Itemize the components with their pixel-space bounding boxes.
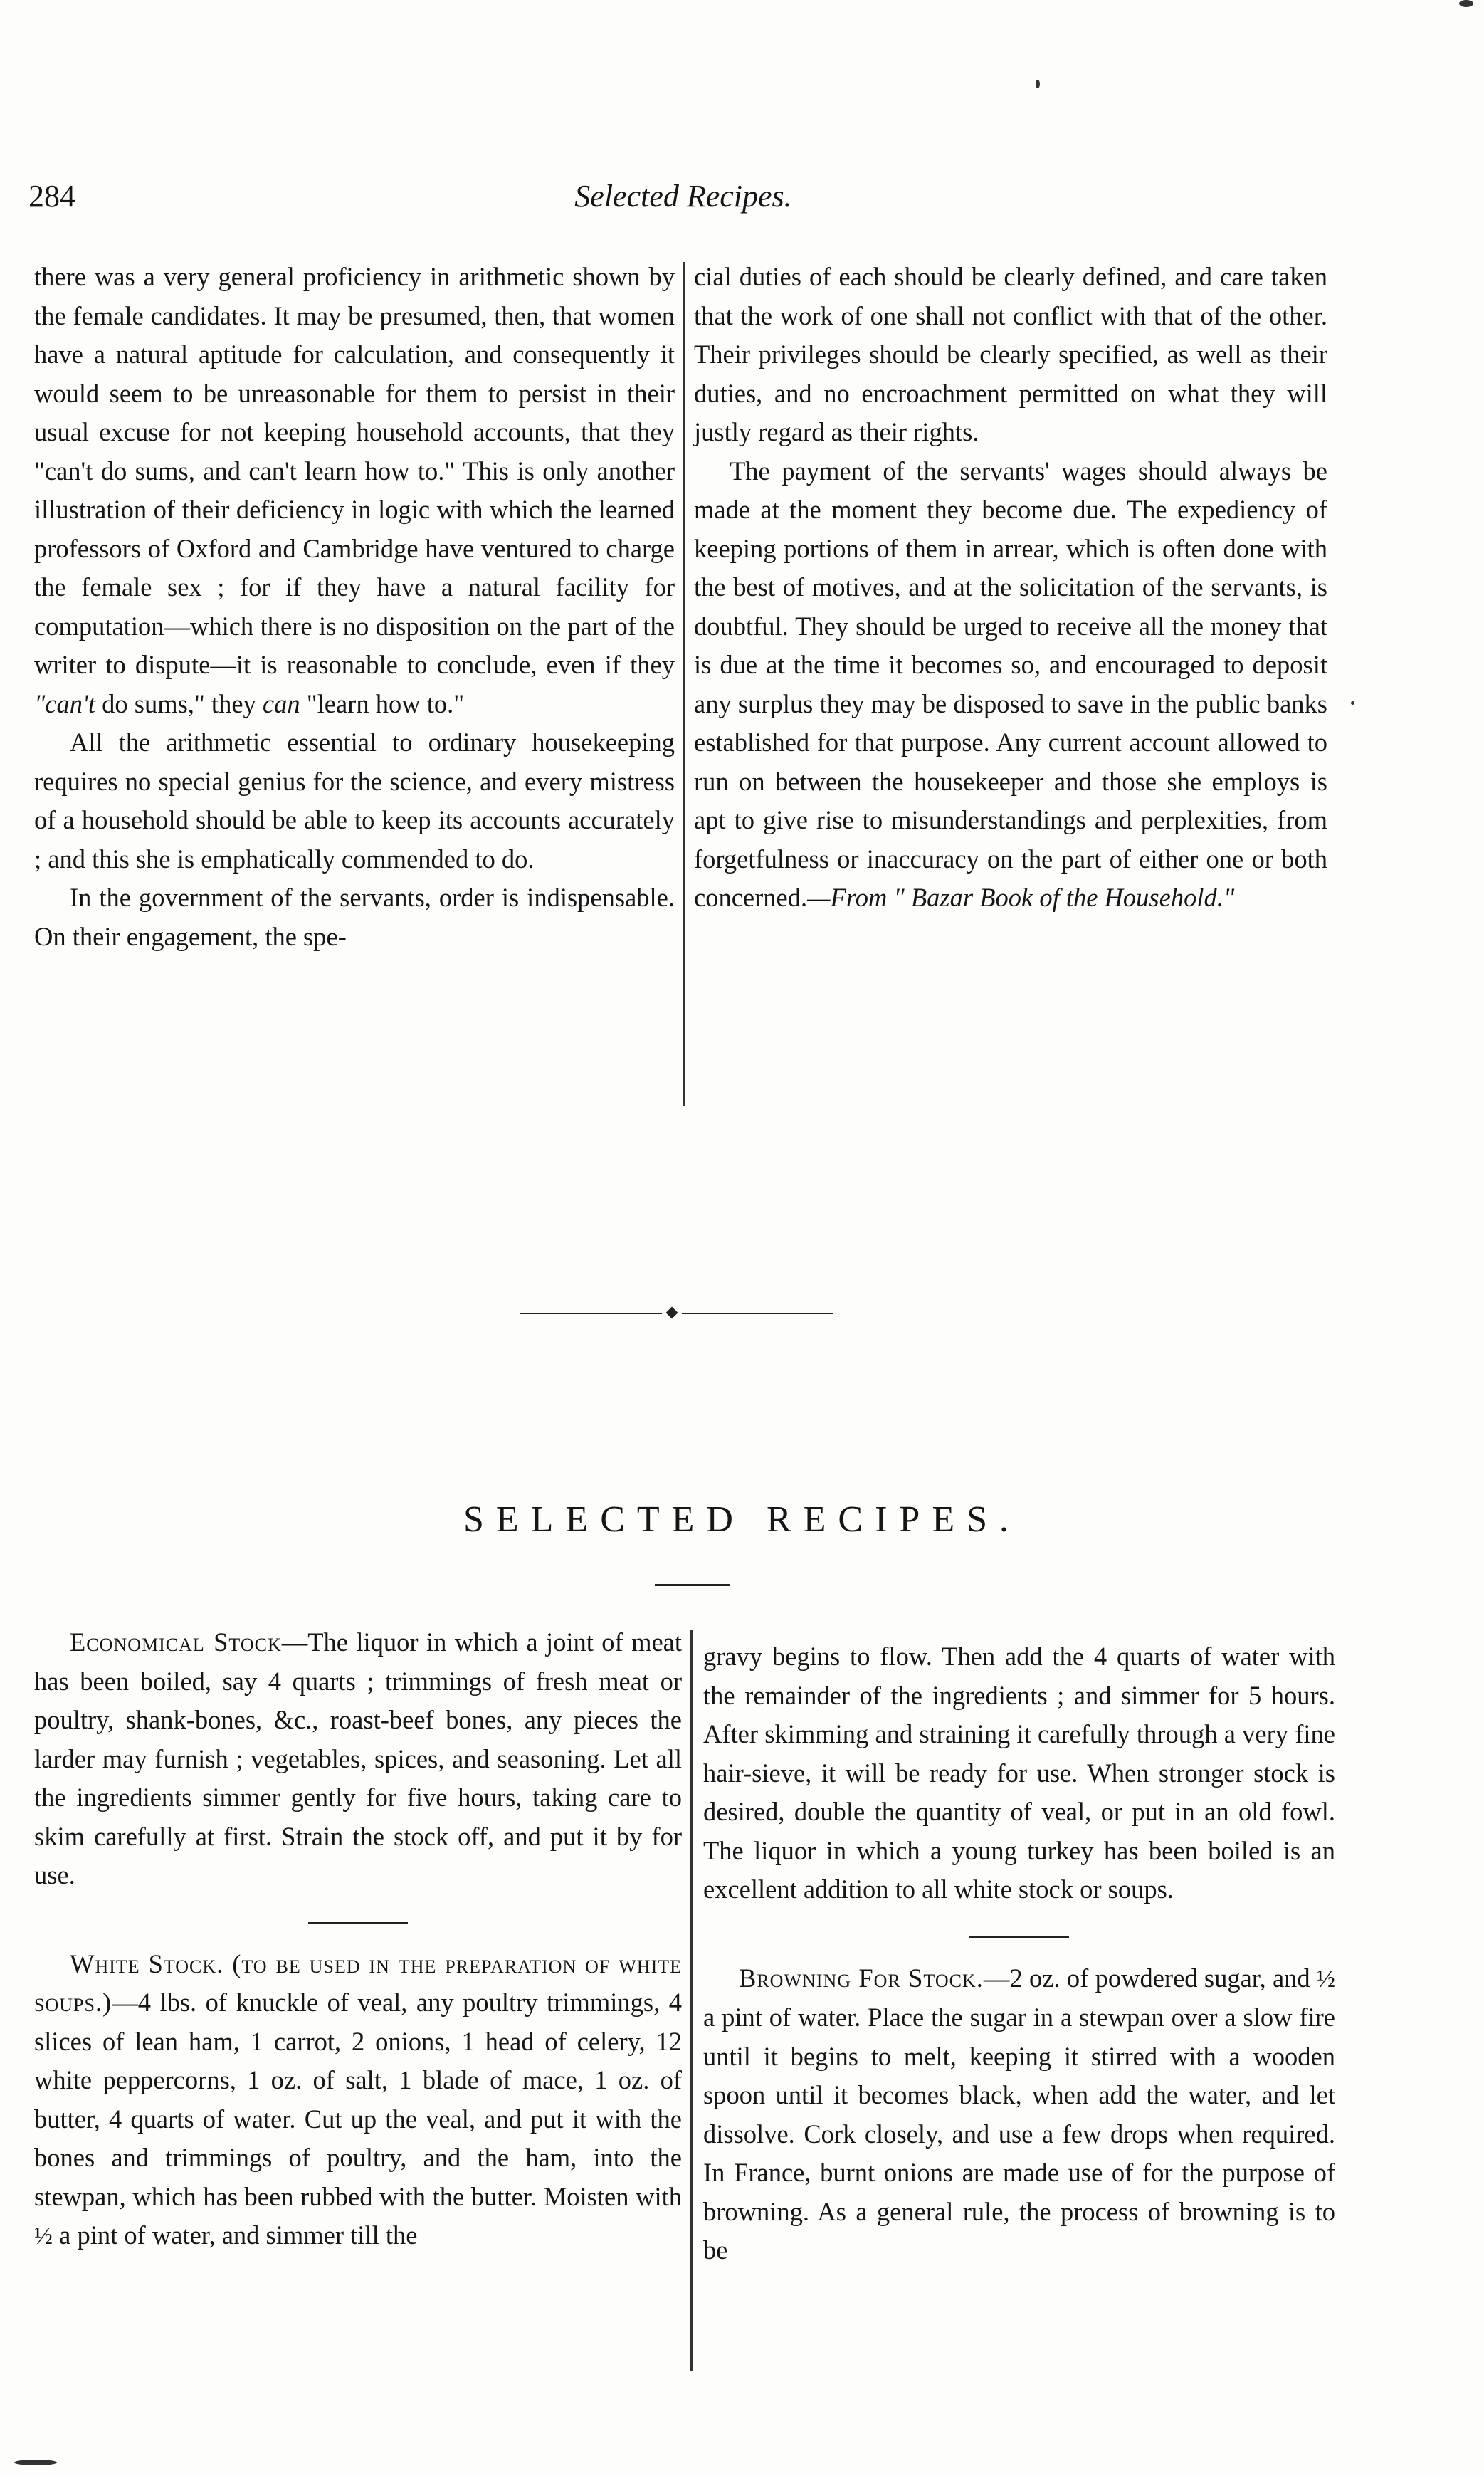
emphasis: can (262, 688, 300, 718)
print-speck (1351, 701, 1354, 705)
top-left-column (34, 258, 675, 956)
paragraph: In the government of the servants, order is indispensable. On their engagement, the spe- (34, 883, 675, 951)
section-ornament (520, 1308, 833, 1318)
paragraph (694, 452, 1327, 918)
recipe-text: —4 lbs. of knuckle of veal, any poultry trimmings, 4 slices of lean ham, 1 carrot, 2 onions, 1 head of celery, 12 white peppercorns, 1 oz. of salt, 1 blade of mace, 1 oz. of butter, 4 quarts of water. Cut up the veal, and put it with the bones and trimmings of poultry, and the ham, into the stewpan, which has been rubbed with the butter. Moisten with (34, 1988, 682, 2211)
running-head (28, 178, 1338, 228)
ornament-diamond-icon (666, 1307, 678, 1319)
recipes-left-column (34, 1623, 682, 2256)
ornament-line (682, 1313, 833, 1314)
paragraph-text: there was a very general proficiency in arithmetic shown by the female candidates. It may be presumed, then, that women have a natural aptitude for calculation, and consequently it would seem to be unreasonable for them to persist in their usual excuse for not keeping household accounts, that they "can't do sums, and can't learn how to." This is only another illustration of their deficiency in logic with which the learned professors of Oxford and Cambridge have ventured to charge the female sex ; for if they have a natural facility for computation—which there is no disposition on the part of the writer to dispute—it is reasonable to conclude, even if they (34, 262, 675, 679)
paragraph-text: The payment of the servants' wages should always be made at the moment they become due. The expediency of keeping portions of them in arrear, which is often done with the best of motives, and at the solicitation of the servants, is doubtful. They should be urged to receive all the money that is due at the time it becomes so, and encouraged to deposit any surplus they may be disposed to save in the public banks established for that purpose. Any current account allowed to run on between the housekeeper and those she employs is apt to give rise to misunderstandings and perplexities, from forgetfulness or inaccuracy on the part of either one or both concerned. (694, 456, 1327, 912)
paragraph-text: "learn how to." (300, 688, 465, 718)
recipe-text: a pint of water. Place the sugar in a stewpan over a slow fire until it begins to melt, keeping it stirred with a wooden spoon until it becomes black, when add the water, and let dissolve. Cork closely, and use a few drops when required. In France, burnt onions are made use of for the purpose of browning. As a general rule, the process of browning is to be (703, 2003, 1335, 2265)
recipe-white-stock (34, 1945, 682, 2256)
title-rule (655, 1584, 730, 1586)
paragraph (34, 258, 675, 723)
recipes-right-column (703, 1637, 1335, 2270)
fraction: ½ (34, 2223, 53, 2250)
section-title: SELECTED RECIPES. (463, 1499, 1021, 1540)
paragraph: cial duties of each should be clearly defined, and care taken that the work of one shall not conflict with that of the other. Their privileges should be clearly specified, as well as their duties, and no encroachment permitted on what they will justly regard as their rights. (694, 262, 1327, 446)
recipe-separator (969, 1936, 1069, 1938)
recipe-heading: White Stock. (70, 1948, 224, 1978)
paragraph-text: do sums," they (95, 688, 263, 718)
column-divider (683, 262, 685, 1106)
top-right-column (694, 258, 1327, 918)
emphasis: "can't (34, 688, 95, 718)
ornament-line (520, 1313, 662, 1314)
fraction: ½ (1317, 1965, 1335, 1993)
recipe-text: —2 oz. of powdered sugar, and (983, 1963, 1317, 1993)
recipe-heading: Browning For Stock. (739, 1963, 984, 1993)
recipe-text: —The liquor in which a joint of meat has been boiled, say 4 quarts ; trimmings of fresh meat or poultry, shank-bones, &c., roast-beef bones, any pieces the larder may furnish ; vegetables, spices, and seasoning. Let all the ingredients simmer gently for five hours, taking care to skim carefully at first. Strain the stock off, and put it by for use. (34, 1627, 682, 1889)
recipe-separator (308, 1922, 408, 1924)
running-title: Selected Recipes. (574, 179, 792, 214)
print-speck (1036, 80, 1040, 88)
source-citation: —From " Bazar Book of the Household." (807, 883, 1235, 912)
paragraph: All the arithmetic essential to ordinary housekeeping requires no special genius for the science, and every mistress of a household should be able to keep its accounts accurately ; and this she is emphatically commended to do. (34, 728, 675, 874)
recipe-text: a pint of water, and simmer till the (53, 2220, 418, 2250)
print-speck (1459, 0, 1473, 7)
recipe-economical-stock (34, 1623, 682, 1895)
print-speck (14, 2460, 57, 2465)
page-number: 284 (28, 179, 75, 214)
recipe-subheading: (to be used in the preparation of white soups.) (34, 1948, 682, 2017)
recipe-heading: Economical Stock (70, 1627, 282, 1657)
recipe-continuation: gravy begins to flow. Then add the 4 quarts of water with the remainder of the ingredients ; and simmer for 5 hours. After skimming and straining it carefully through a very fine hair-sieve, it will be ready for use. When stronger stock is desired, double the quantity of veal, or put in an old fowl. The liquor in which a young turkey has been boiled is an excellent addition to all white stock or soups. (703, 1642, 1335, 1904)
recipe-browning-for-stock (703, 1959, 1335, 2270)
column-divider (690, 1630, 693, 2371)
